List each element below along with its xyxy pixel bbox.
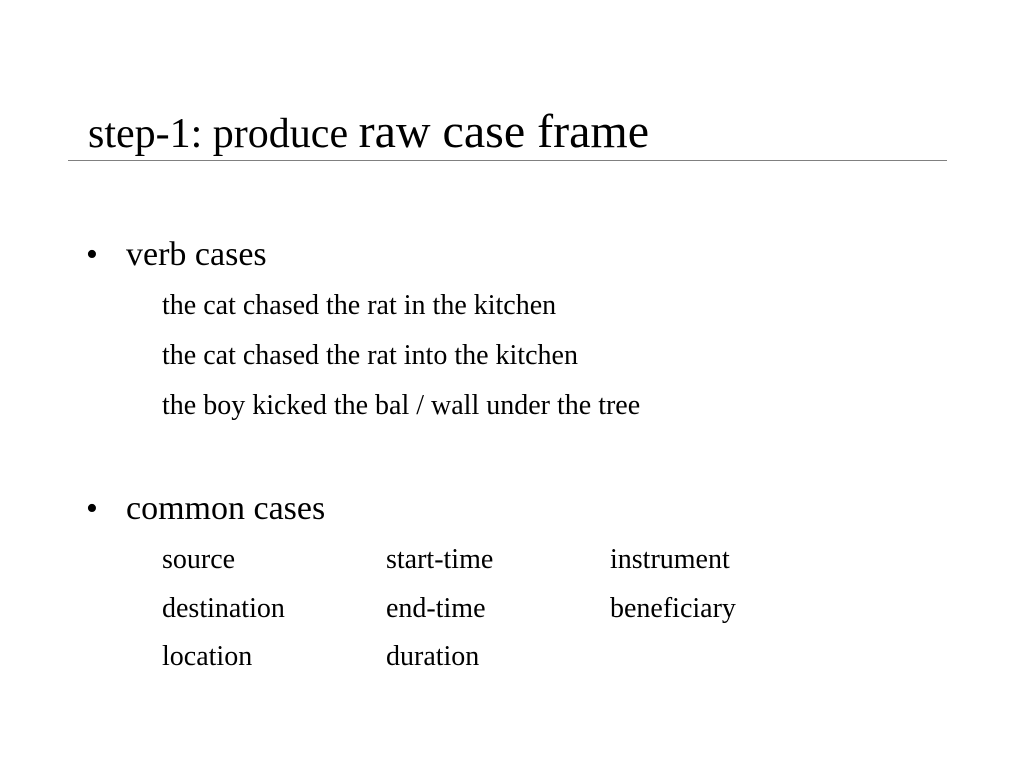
case-destination: destination xyxy=(162,593,285,624)
case-beneficiary: beneficiary xyxy=(610,593,736,624)
case-end-time: end-time xyxy=(386,593,486,624)
title-underline-divider xyxy=(68,160,947,161)
bullet-heading-verb-cases: verb cases xyxy=(126,236,267,273)
slide-title xyxy=(88,105,650,158)
bullet-heading-common-cases: common cases xyxy=(126,490,326,527)
case-start-time: start-time xyxy=(386,544,494,575)
verb-case-example-1: the cat chased the rat in the kitchen xyxy=(162,290,557,321)
verb-case-example-2: the cat chased the rat into the kitchen xyxy=(162,340,578,371)
case-source: source xyxy=(162,544,236,575)
bullet-common-cases xyxy=(86,492,325,526)
case-instrument: instrument xyxy=(610,544,730,575)
slide-title-part1: step-1: produce xyxy=(88,111,359,157)
bullet-verb-cases xyxy=(86,238,267,272)
slide-title-part2: raw case frame xyxy=(358,105,650,158)
bullet-dot-icon: • xyxy=(86,236,98,273)
case-duration: duration xyxy=(386,641,480,672)
bullet-dot-icon: • xyxy=(86,490,98,527)
case-location: location xyxy=(162,641,253,672)
verb-case-example-3: the boy kicked the bal / wall under the tree xyxy=(162,390,641,421)
